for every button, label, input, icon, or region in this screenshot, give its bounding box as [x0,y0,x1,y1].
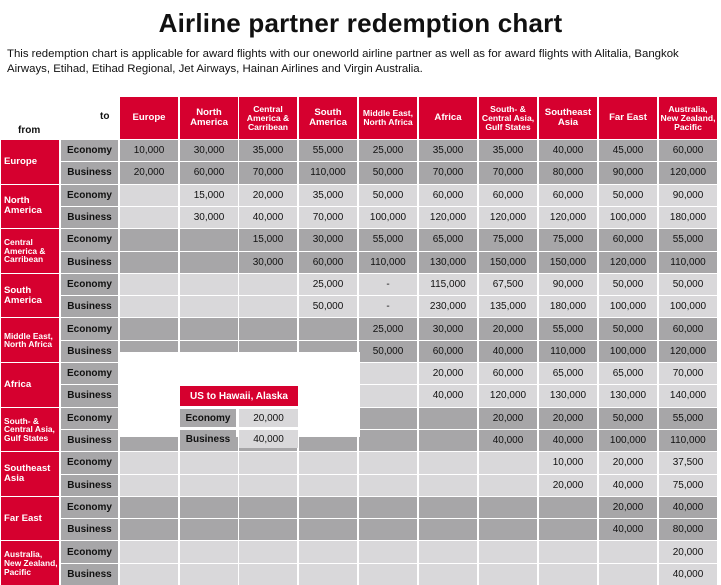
miles-cell: 15,000 [180,185,238,206]
inset-row-business [180,430,298,448]
miles-cell [419,475,477,496]
miles-cell: 30,000 [180,140,238,161]
miles-cell: 60,000 [659,318,717,339]
class-label: Business [61,252,118,273]
miles-cell [419,564,477,585]
page-subtitle: This redemption chart is applicable for award flights with our oneworld airline partner as well as for award flights with Alitalia, Bangkok Airways, Etihad, Etihad Regional, Jet Airways, Hainan Airlines and Virgin Australia. [7,48,679,75]
miles-cell [239,452,297,473]
class-label: Economy [61,363,118,384]
miles-cell [539,497,597,518]
miles-cell: 60,000 [479,363,537,384]
miles-cell [180,497,238,518]
miles-cell [239,318,297,339]
miles-cell: 30,000 [180,207,238,228]
miles-cell [120,541,178,562]
destination-header: South America [299,97,357,139]
miles-cell [239,274,297,295]
miles-cell: 50,000 [599,318,657,339]
miles-cell [539,519,597,540]
miles-cell [180,274,238,295]
miles-cell: 180,000 [659,207,717,228]
miles-cell [359,385,417,406]
miles-cell: 30,000 [299,229,357,250]
destination-header: Far East [599,97,657,139]
miles-cell: 70,000 [659,363,717,384]
miles-cell: 20,000 [239,185,297,206]
destination-header: South- & Central Asia, Gulf States [479,97,537,139]
miles-cell: 150,000 [539,252,597,273]
origin-label: North America [1,185,59,229]
miles-cell: 25,000 [299,274,357,295]
miles-cell: 100,000 [599,296,657,317]
miles-cell: 35,000 [419,140,477,161]
miles-cell: 50,000 [659,274,717,295]
miles-cell: 20,000 [599,452,657,473]
miles-cell [120,296,178,317]
miles-cell [599,564,657,585]
miles-cell [180,519,238,540]
miles-cell: 135,000 [479,296,537,317]
miles-cell: 20,000 [479,408,537,429]
miles-cell: 120,000 [539,207,597,228]
miles-cell: 40,000 [659,564,717,585]
class-label: Business [61,162,118,183]
miles-cell: 80,000 [539,162,597,183]
miles-cell: 130,000 [599,385,657,406]
miles-cell: 50,000 [299,296,357,317]
miles-cell: 55,000 [659,408,717,429]
miles-cell [479,564,537,585]
miles-cell [299,519,357,540]
class-label: Economy [61,318,118,339]
from-label: from [18,125,41,136]
inset-business-value: 40,000 [239,430,298,448]
miles-cell: 50,000 [359,341,417,362]
inset-economy-value: 20,000 [239,409,298,427]
miles-cell: 140,000 [659,385,717,406]
miles-cell: 25,000 [359,140,417,161]
miles-cell: 90,000 [659,185,717,206]
miles-cell [180,541,238,562]
inset-row-economy [180,409,298,427]
miles-cell [359,564,417,585]
miles-cell: 130,000 [419,252,477,273]
miles-cell: 110,000 [659,430,717,451]
class-label: Business [61,296,118,317]
miles-cell [419,408,477,429]
miles-cell: 60,000 [539,185,597,206]
miles-cell [180,318,238,339]
miles-cell: 70,000 [479,162,537,183]
miles-cell: 110,000 [359,252,417,273]
miles-cell [180,564,238,585]
miles-cell [299,564,357,585]
miles-cell [120,229,178,250]
miles-cell: 40,000 [539,430,597,451]
origin-label: Europe [1,140,59,184]
miles-cell: 55,000 [359,229,417,250]
miles-cell [479,541,537,562]
miles-cell: 50,000 [599,408,657,429]
miles-cell: 25,000 [359,318,417,339]
miles-cell [419,430,477,451]
miles-cell: 20,000 [539,408,597,429]
miles-cell [239,497,297,518]
miles-cell: 60,000 [180,162,238,183]
miles-cell: 70,000 [239,162,297,183]
class-label: Economy [61,497,118,518]
miles-cell: 100,000 [599,207,657,228]
inset-business-label: Business [180,430,236,448]
class-label: Business [61,341,118,362]
inset-economy-label: Economy [180,409,236,427]
miles-cell [120,318,178,339]
miles-cell [599,541,657,562]
miles-cell [180,296,238,317]
miles-cell [479,497,537,518]
miles-cell [239,296,297,317]
miles-cell: 50,000 [359,162,417,183]
miles-cell: 35,000 [479,140,537,161]
miles-cell: 20,000 [419,363,477,384]
miles-cell: 40,000 [659,497,717,518]
miles-cell: 55,000 [539,318,597,339]
miles-cell: 80,000 [659,519,717,540]
miles-cell: 65,000 [539,363,597,384]
miles-cell [120,519,178,540]
miles-cell [180,229,238,250]
class-label: Business [61,385,118,406]
origin-label: Southeast Asia [1,452,59,496]
miles-cell [299,452,357,473]
page-title: Airline partner redemption chart [158,8,563,38]
miles-cell [239,519,297,540]
miles-cell [120,564,178,585]
miles-cell [359,519,417,540]
miles-cell: 60,000 [419,185,477,206]
miles-cell [359,408,417,429]
miles-cell: 60,000 [419,341,477,362]
miles-cell: 40,000 [239,207,297,228]
hawaii-alaska-inset [180,386,298,448]
miles-cell: 130,000 [539,385,597,406]
miles-cell: 60,000 [299,252,357,273]
miles-cell [120,475,178,496]
miles-cell: 100,000 [599,341,657,362]
miles-cell: 40,000 [539,140,597,161]
miles-cell: 110,000 [299,162,357,183]
miles-cell: 20,000 [120,162,178,183]
miles-cell [359,430,417,451]
destination-header: Middle East, North Africa [359,97,417,139]
miles-cell [120,497,178,518]
miles-cell [120,274,178,295]
miles-cell: 37,500 [659,452,717,473]
origin-label: Far East [1,497,59,541]
miles-cell: - [359,274,417,295]
miles-cell: 40,000 [479,430,537,451]
miles-cell [419,519,477,540]
miles-cell: 120,000 [659,162,717,183]
miles-cell: 50,000 [599,185,657,206]
miles-cell: 10,000 [539,452,597,473]
miles-cell [180,452,238,473]
miles-cell [239,564,297,585]
class-label: Economy [61,452,118,473]
miles-cell: 120,000 [599,252,657,273]
miles-cell [120,207,178,228]
class-label: Economy [61,274,118,295]
miles-cell: 50,000 [359,185,417,206]
origin-label: South America [1,274,59,318]
miles-cell: 60,000 [659,140,717,161]
miles-cell: 60,000 [599,229,657,250]
miles-cell: 70,000 [419,162,477,183]
miles-cell [419,541,477,562]
miles-cell: 10,000 [120,140,178,161]
miles-cell [359,363,417,384]
destination-header: North America [180,97,238,139]
miles-cell: 40,000 [479,341,537,362]
destination-header: Central America & Carribean [239,97,297,139]
class-label: Economy [61,140,118,161]
miles-cell: 55,000 [659,229,717,250]
miles-cell: 70,000 [299,207,357,228]
miles-cell [180,475,238,496]
miles-cell [359,541,417,562]
miles-cell [539,541,597,562]
miles-cell [299,541,357,562]
miles-cell [419,497,477,518]
miles-cell: 45,000 [599,140,657,161]
miles-cell: 35,000 [299,185,357,206]
miles-cell: 115,000 [419,274,477,295]
miles-cell: 65,000 [599,363,657,384]
miles-cell: 75,000 [539,229,597,250]
miles-cell: 110,000 [539,341,597,362]
miles-cell [359,497,417,518]
miles-cell [479,475,537,496]
miles-cell: 15,000 [239,229,297,250]
miles-cell: 90,000 [599,162,657,183]
miles-cell: 120,000 [419,207,477,228]
miles-cell: 30,000 [419,318,477,339]
miles-cell: 120,000 [479,385,537,406]
miles-cell [120,252,178,273]
miles-cell [359,475,417,496]
miles-cell: 75,000 [479,229,537,250]
class-label: Economy [61,229,118,250]
miles-cell [239,541,297,562]
miles-cell: 100,000 [599,430,657,451]
miles-cell: 150,000 [479,252,537,273]
destination-header: Australia, New Zealand, Pacific [659,97,717,139]
miles-cell [479,519,537,540]
miles-cell: 120,000 [659,341,717,362]
miles-cell: 90,000 [539,274,597,295]
miles-cell: 55,000 [299,140,357,161]
class-label: Business [61,564,118,585]
miles-cell [359,452,417,473]
origin-label: Middle East, North Africa [1,318,59,362]
miles-cell [299,497,357,518]
class-label: Business [61,475,118,496]
miles-cell: 120,000 [479,207,537,228]
class-label: Business [61,430,118,451]
miles-cell [180,252,238,273]
miles-cell: 67,500 [479,274,537,295]
miles-cell: 100,000 [659,296,717,317]
miles-cell: 20,000 [599,497,657,518]
miles-cell [539,564,597,585]
miles-cell: 60,000 [479,185,537,206]
miles-cell: 20,000 [479,318,537,339]
miles-cell: 40,000 [419,385,477,406]
miles-cell: 65,000 [419,229,477,250]
miles-cell [239,475,297,496]
class-label: Economy [61,408,118,429]
class-label: Economy [61,541,118,562]
miles-cell [419,452,477,473]
inset-title: US to Hawaii, Alaska [180,386,298,406]
class-label: Business [61,207,118,228]
miles-cell: 40,000 [599,475,657,496]
miles-cell: 20,000 [539,475,597,496]
destination-header: Africa [419,97,477,139]
miles-cell: 30,000 [239,252,297,273]
miles-cell: 100,000 [359,207,417,228]
miles-cell [299,475,357,496]
miles-cell: 20,000 [659,541,717,562]
miles-cell: 180,000 [539,296,597,317]
destination-header: Europe [120,97,178,139]
miles-cell: 35,000 [239,140,297,161]
miles-cell [120,185,178,206]
origin-label: South- & Central Asia, Gulf States [1,408,59,452]
miles-cell: 75,000 [659,475,717,496]
origin-label: Central America & Carribean [1,229,59,273]
class-label: Business [61,519,118,540]
miles-cell: - [359,296,417,317]
miles-cell: 230,000 [419,296,477,317]
miles-cell: 40,000 [599,519,657,540]
miles-cell [479,452,537,473]
class-label: Economy [61,185,118,206]
miles-cell: 110,000 [659,252,717,273]
origin-label: Australia, New Zealand, Pacific [1,541,59,585]
to-label: to [100,111,110,122]
miles-cell [120,452,178,473]
origin-label: Africa [1,363,59,407]
miles-cell [299,318,357,339]
destination-header: Southeast Asia [539,97,597,139]
miles-cell: 50,000 [599,274,657,295]
